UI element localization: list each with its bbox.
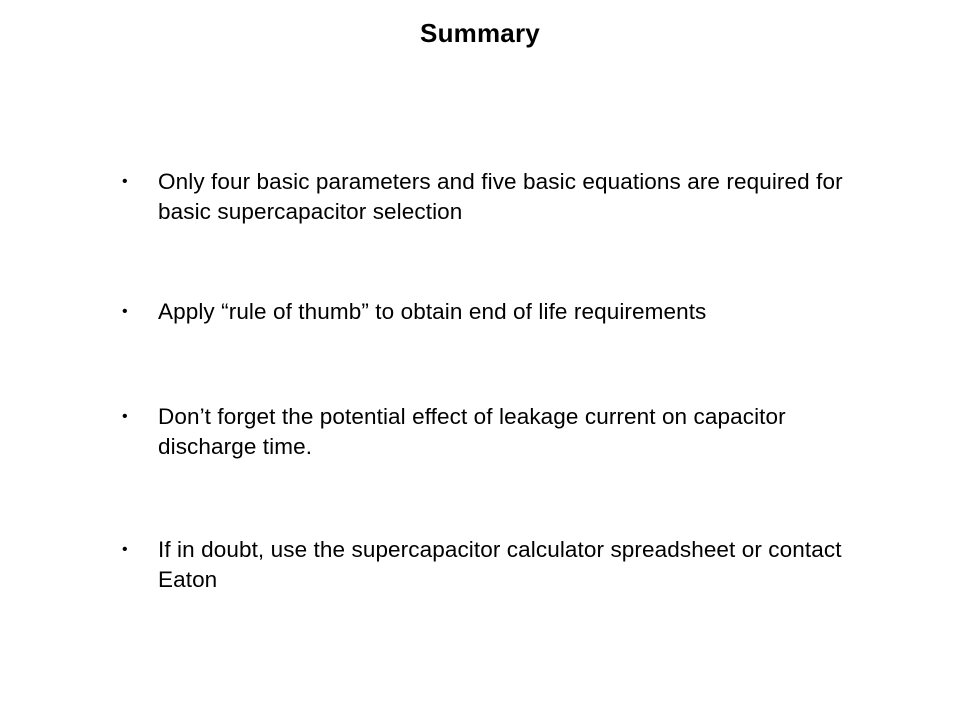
bullet-icon: •: [122, 541, 128, 558]
slide-title: Summary: [420, 18, 540, 48]
bullet-item: [120, 402, 850, 462]
bullet-icon: •: [122, 173, 128, 190]
bullet-icon: •: [122, 303, 128, 320]
bullet-icon: •: [122, 408, 128, 425]
bullet-text: Only four basic parameters and five basic equations are required for basic supercapacitor selection: [158, 169, 843, 224]
bullet-item: [120, 167, 850, 227]
bullet-text: Apply “rule of thumb” to obtain end of life requirements: [158, 299, 707, 324]
bullet-text: If in doubt, use the supercapacitor calculator spreadsheet or contact Eaton: [158, 537, 842, 592]
bullet-text: Don’t forget the potential effect of leakage current on capacitor discharge time.: [158, 404, 786, 459]
bullet-item: [120, 535, 850, 595]
bullet-item: [120, 297, 850, 327]
